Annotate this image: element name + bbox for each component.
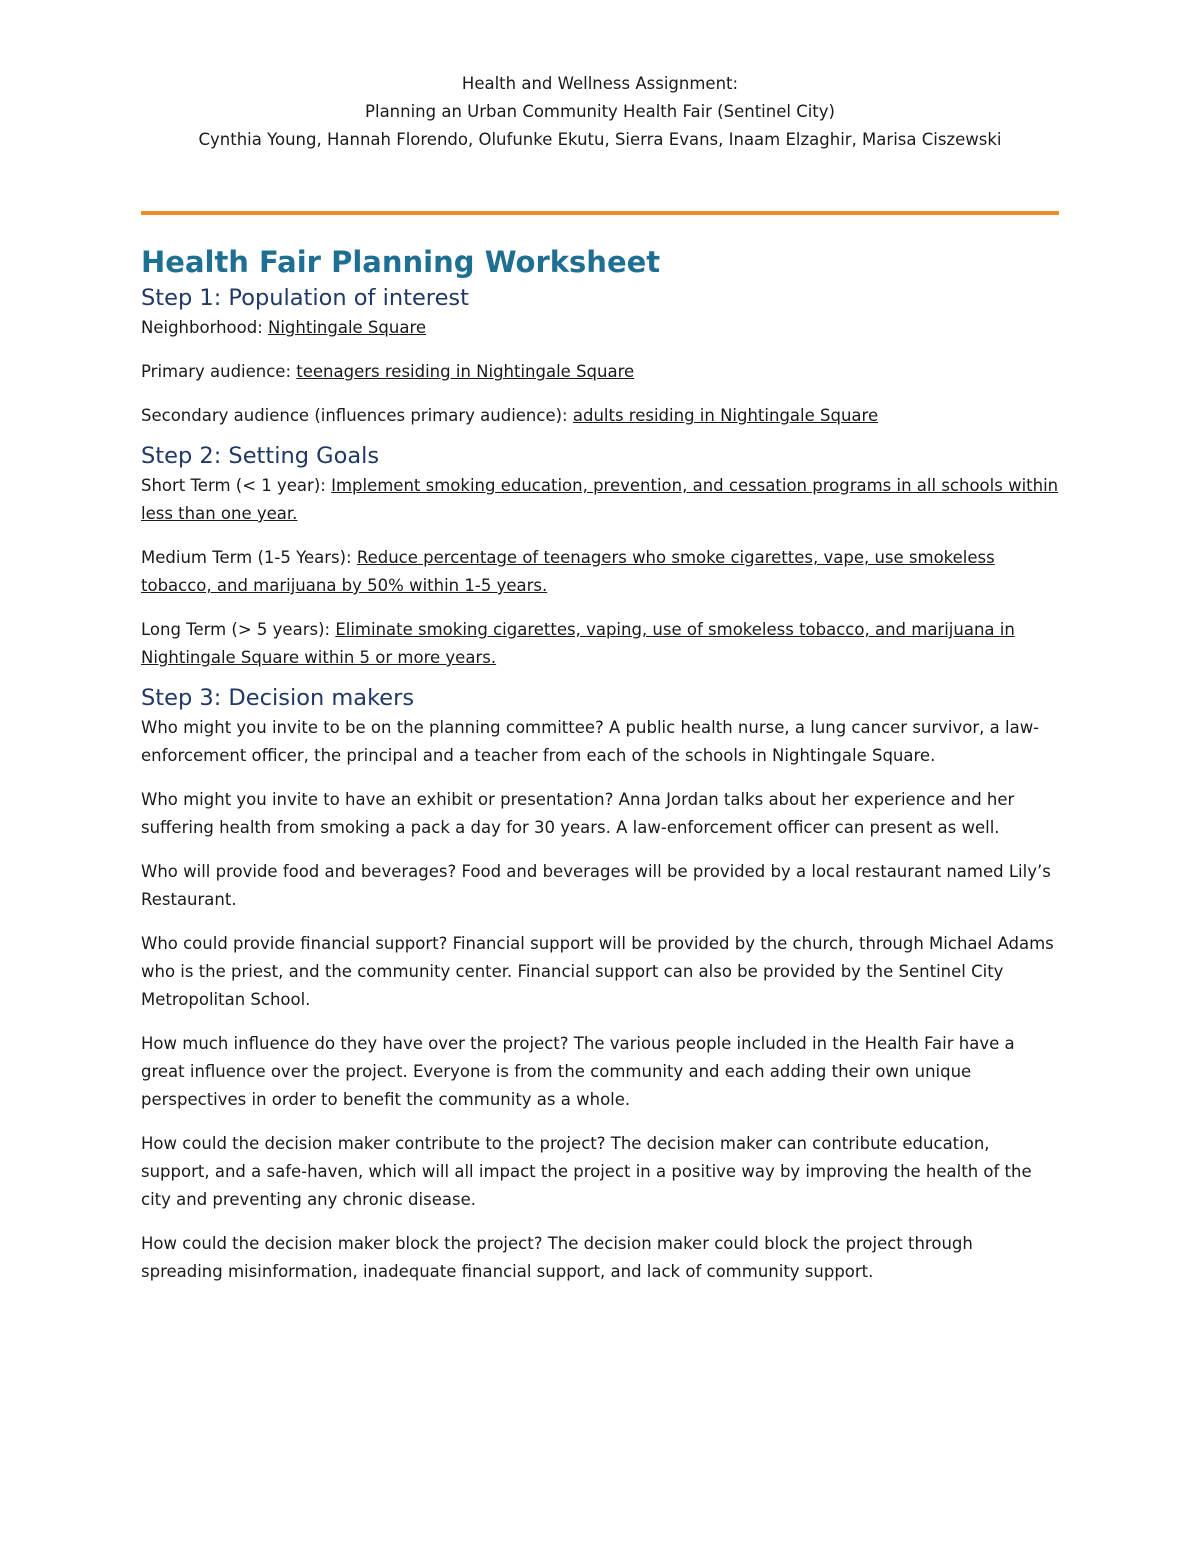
decision-q4: Who could provide financial support? Financial support will be provided by the church, through Michael Adams who is the priest, and the community center. Financial support can also be provided by the Sentinel City Metropolitan School. [141, 934, 1054, 1009]
medium-term-goal [141, 544, 1059, 600]
short-term-value: Implement smoking education, prevention, and cessation programs in all schools within less than one year. [141, 476, 1059, 523]
medium-term-value: Reduce percentage of teenagers who smoke cigarettes, vape, use smokeless tobacco, and marijuana by 50% within 1-5 years. [141, 548, 995, 595]
secondary-audience-value: adults residing in Nightingale Square [572, 406, 879, 425]
neighborhood-value: Nightingale Square [268, 318, 427, 337]
secondary-audience-line [141, 402, 1059, 430]
decision-q3: Who will provide food and beverages? Food and beverages will be provided by a local restaurant named Lily’s Restaurant. [141, 862, 1051, 909]
long-term-value: Eliminate smoking cigarettes, vaping, use of smokeless tobacco, and marijuana in Nightingale Square within 5 or more years. [141, 620, 1015, 667]
document-header [141, 70, 1059, 154]
primary-audience-label: Primary audience: [141, 362, 297, 381]
header-divider [141, 211, 1059, 215]
neighborhood-label: Neighborhood: [141, 318, 268, 337]
medium-term-label: Medium Term (1-5 Years): [141, 548, 357, 567]
decision-q5: How much influence do they have over the project? The various people included in the Health Fair have a great influence over the project. Everyone is from the community and each adding their own unique perspectives in order to benefit the community as a whole. [141, 1034, 1015, 1109]
decision-q6: How could the decision maker contribute to the project? The decision maker can contribute education, support, and a safe-haven, which will all impact the project in a positive way by improving the health of the city and preventing any chronic disease. [141, 1134, 1032, 1209]
decision-q2: Who might you invite to have an exhibit or presentation? Anna Jordan talks about her experience and her suffering health from smoking a pack a day for 30 years. A law-enforcement officer can present as well. [141, 790, 1015, 837]
header-authors: Cynthia Young, Hannah Florendo, Olufunke Ekutu, Sierra Evans, Inaam Elzaghir, Marisa Ciszewski [198, 130, 1002, 149]
header-line-2: Planning an Urban Community Health Fair (Sentinel City) [365, 102, 835, 121]
short-term-label: Short Term (< 1 year): [141, 476, 332, 495]
header-line-1: Health and Wellness Assignment: [461, 74, 739, 93]
step3-heading: Step 3: Decision makers [141, 685, 415, 711]
primary-audience-value: teenagers residing in Nightingale Square [296, 362, 635, 381]
worksheet-body [141, 242, 1059, 1286]
neighborhood-line [141, 314, 1059, 342]
step2-heading: Step 2: Setting Goals [141, 443, 380, 469]
decision-q7: How could the decision maker block the project? The decision maker could block the project through spreading misinformation, inadequate financial support, and lack of community support. [141, 1234, 973, 1281]
worksheet-title: Health Fair Planning Worksheet [141, 245, 661, 279]
short-term-goal [141, 472, 1059, 528]
step1-heading: Step 1: Population of interest [141, 285, 469, 311]
secondary-audience-label: Secondary audience (influences primary audience): [141, 406, 573, 425]
primary-audience-line [141, 358, 1059, 386]
decision-q1: Who might you invite to be on the planning committee? A public health nurse, a lung cancer survivor, a law-enforcement officer, the principal and a teacher from each of the schools in Nightingale Square. [141, 718, 1040, 765]
long-term-label: Long Term (> 5 years): [141, 620, 336, 639]
long-term-goal [141, 616, 1059, 672]
